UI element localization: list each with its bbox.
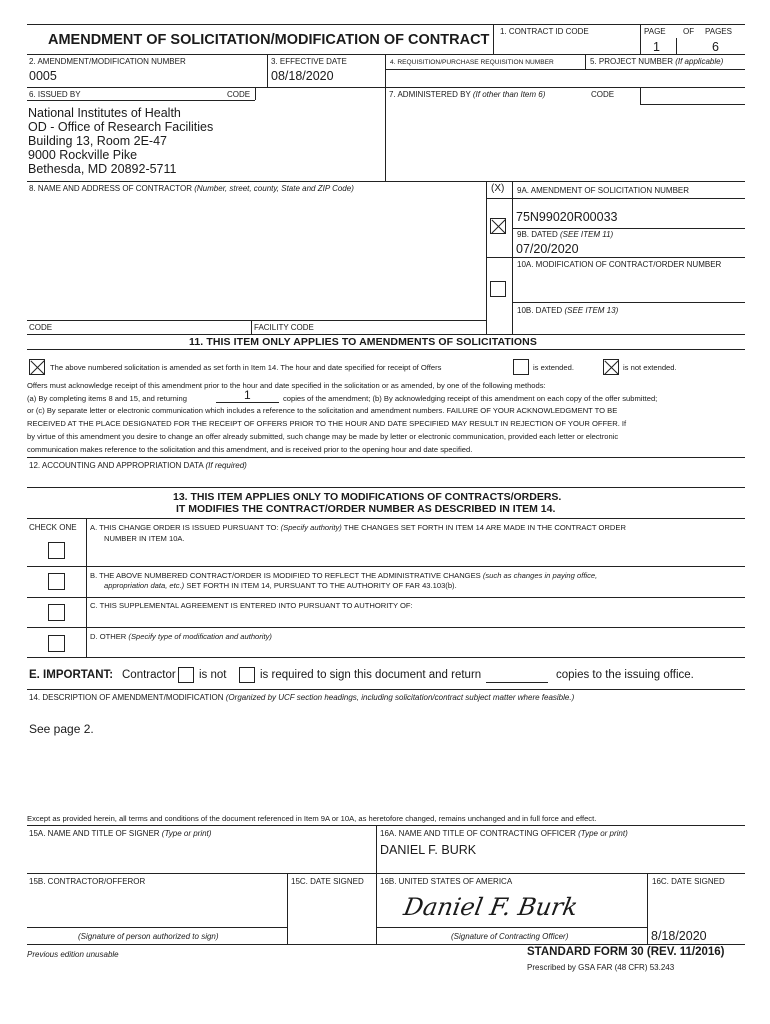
item-11-para-4: RECEIVED AT THE PLACE DESIGNATED FOR THE RECEIPT OF OFFERS PRIOR TO THE HOUR AND DATE SPECIFIED MAY RESULT IN REJECTION OF YOUR OFFER. If [27,419,627,428]
item-9a-label: 9A. AMENDMENT OF SOLICITATION NUMBER [517,186,690,195]
administered-code-label: CODE [591,90,615,99]
item-13d-line: D. OTHER (Specify type of modification and authority) [90,632,272,641]
amendment-number-label: 2. AMENDMENT/MODIFICATION NUMBER [29,57,186,66]
contractor-label: 8. NAME AND ADDRESS OF CONTRACTOR (Number, street, county, State and ZIP Code) [29,184,354,193]
page-label: PAGE [644,27,666,36]
item-13a-line2: NUMBER IN ITEM 10A. [104,534,185,543]
issuer-line-3: Building 13, Room 2E-47 [28,134,167,148]
important-label: E. IMPORTANT: [29,669,114,681]
item-9b-label: 9B. DATED (SEE ITEM 11) [517,230,614,239]
is-required-label: is required to sign this document and return [260,669,482,681]
item-9b-value[interactable]: 07/20/2020 [516,242,579,256]
item-11-para-2a: (a) By completing items 8 and 15, and returning [27,394,187,403]
item-13-heading-1: 13. THIS ITEM APPLIES ONLY TO MODIFICATIONS OF CONTRACTS/ORDERS. [173,491,562,503]
item-9a-value[interactable]: 75N99020R00033 [516,210,618,224]
x-column-label: (X) [491,183,505,194]
pages-label: PAGES [705,27,732,36]
item-11-para-3: or (c) By separate letter or electronic communication which includes a reference to the solicitation and amendment numbers. FAILURE OF YOUR ACKNOWLEDGMENT TO BE [27,406,618,415]
copies-value[interactable]: 1 [244,388,251,402]
item-15b-label: 15B. CONTRACTOR/OFFEROR [29,877,146,886]
issuer-line-1: National Institutes of Health [28,106,181,120]
is-required-checkbox[interactable] [239,667,255,683]
item-13b-checkbox[interactable] [48,573,65,590]
issuer-line-5: Bethesda, MD 20892-5711 [28,162,177,176]
of-label: OF [683,27,695,36]
issued-by-label: 6. ISSUED BY [29,90,81,99]
item-16c-label: 16C. DATE SIGNED [652,877,725,886]
item-13a-line1: A. THIS CHANGE ORDER IS ISSUED PURSUANT TO: (Specify authority) THE CHANGES SET FORTH IN ITEM 14 ARE MADE IN THE CONTRACT ORDER [90,523,626,532]
item-11-heading: 11. THIS ITEM ONLY APPLIES TO AMENDMENTS OF SOLICITATIONS [189,336,537,348]
sig-officer-label: (Signature of Contracting Officer) [451,932,569,941]
item-10a-label: 10A. MODIFICATION OF CONTRACT/ORDER NUMBER [517,260,722,269]
item-13c-line: C. THIS SUPPLEMENTAL AGREEMENT IS ENTERED INTO PURSUANT TO AUTHORITY OF: [90,601,413,610]
item-16b-label: 16B. UNITED STATES OF AMERICA [380,877,513,886]
item-13b-line2: appropriation data, etc.) SET FORTH IN ITEM 14, PURSUANT TO THE AUTHORITY OF FAR 43.103(b). [104,581,457,590]
issued-by-code-label: CODE [227,90,251,99]
page-value: 1 [653,40,660,54]
issuer-line-2: OD - Office of Research Facilities [28,120,214,134]
item-11-para-5: by virtue of this amendment you desire to change an offer already submitted, such change may be made by letter or electronic communication, provided each letter or electronic [27,432,619,441]
copies-return-field[interactable] [486,682,548,683]
requisition-label: 4. REQUISITION/PURCHASE REQUISITION NUMBER [390,59,554,66]
item-14-value: See page 2. [29,722,94,736]
item-13-heading-2: IT MODIFIES THE CONTRACT/ORDER NUMBER AS DESCRIBED IN ITEM 14. [176,503,556,515]
except-text: Except as provided herein, all terms and conditions of the document referenced in Item 9A or 10A, as heretofore changed, remains unchanged and in full force and effect. [27,814,597,823]
item-11-line1: The above numbered solicitation is amended as set forth in Item 14. The hour and date specified for receipt of Offers [50,363,442,372]
item-13a-checkbox[interactable] [48,542,65,559]
project-number-label: 5. PROJECT NUMBER (If applicable) [590,57,724,66]
amendment-number-value[interactable]: 0005 [29,69,57,83]
item-13c-checkbox[interactable] [48,604,65,621]
item-13b-line1: B. THE ABOVE NUMBERED CONTRACT/ORDER IS MODIFIED TO REFLECT THE ADMINISTRATIVE CHANGES (such as changes in paying office, [90,571,598,580]
officer-signature: Daniel F. Burk [401,893,580,921]
effective-date-value[interactable]: 08/18/2020 [271,69,334,83]
item-10b-label: 10B. DATED (SEE ITEM 13) [517,306,619,315]
not-extended-label: is not extended. [623,363,677,372]
item-12-label: 12. ACCOUNTING AND APPROPRIATION DATA (If required) [29,461,247,470]
item-15c-label: 15C. DATE SIGNED [291,877,364,886]
item-11-para-6: communication makes reference to the solicitation and this amendment, and is received prior to the opening hour and date specified. [27,445,473,454]
form-title: AMENDMENT OF SOLICITATION/MODIFICATION OF CONTRACT [48,32,490,48]
effective-date-label: 3. EFFECTIVE DATE [271,57,347,66]
extended-checkbox[interactable] [513,359,529,375]
item-13d-checkbox[interactable] [48,635,65,652]
not-extended-checkbox[interactable] [603,359,619,375]
sig-person-label: (Signature of person authorized to sign) [78,932,219,941]
previous-edition-label: Previous edition unusable [27,950,119,959]
item-10a-checkbox[interactable] [490,281,506,297]
important-contractor-label: Contractor [122,669,176,681]
copies-office-label: copies to the issuing office. [556,669,694,681]
form-name: STANDARD FORM 30 (REV. 11/2016) [527,946,725,958]
is-not-checkbox[interactable] [178,667,194,683]
check-one-label: CHECK ONE [29,523,77,532]
date-signed-value[interactable]: 8/18/2020 [651,929,707,943]
item-9a-checkbox[interactable] [490,218,506,234]
pages-value: 6 [712,40,719,54]
item-11-para-2b: copies of the amendment; (b) By acknowledging receipt of this amendment on each copy of the offer submitted; [283,394,658,403]
item-16a-label: 16A. NAME AND TITLE OF CONTRACTING OFFICER (Type or print) [380,829,628,838]
extended-label: is extended. [533,363,574,372]
item-14-label: 14. DESCRIPTION OF AMENDMENT/MODIFICATION (Organized by UCF section headings, including solicitation/contract subject matter where feasible.) [29,693,575,702]
item-15a-label: 15A. NAME AND TITLE OF SIGNER (Type or print) [29,829,212,838]
is-not-label: is not [199,669,227,681]
contract-id-label: 1. CONTRACT ID CODE [500,27,589,36]
issuer-line-4: 9000 Rockville Pike [28,148,138,162]
facility-code-label: FACILITY CODE [254,323,314,332]
contractor-code-label: CODE [29,323,53,332]
item-11-para-1: Offers must acknowledge receipt of this amendment prior to the hour and date specified in the solicitation or as amended, by one of the following methods: [27,381,546,390]
prescribed-label: Prescribed by GSA FAR (48 CFR) 53.243 [527,963,675,972]
item-16a-value[interactable]: DANIEL F. BURK [380,843,477,857]
administered-by-label: 7. ADMINISTERED BY (If other than Item 6) [389,90,546,99]
item-11-checkbox[interactable] [29,359,45,375]
